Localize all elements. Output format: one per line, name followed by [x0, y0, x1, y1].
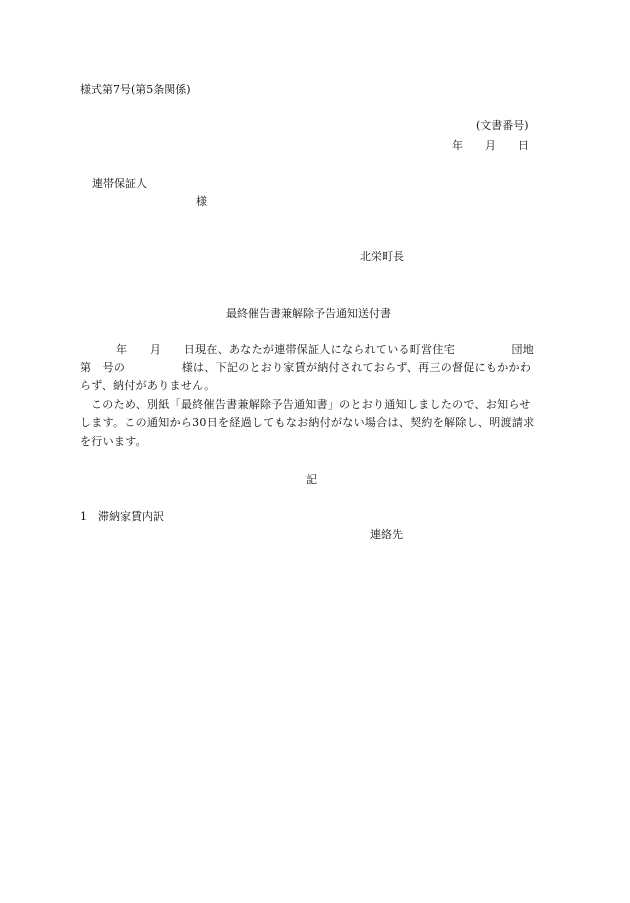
form-number: 様式第7号(第5条関係) [80, 83, 191, 96]
body-line-1: 年 月 日現在、あなたが連帯保証人になられている町営住宅 団地 [116, 343, 535, 356]
honorific: 様 [196, 195, 207, 208]
body-line-6: を行います。 [80, 435, 147, 448]
date-line: 年 月 日 [452, 139, 529, 152]
document-number: (文書番号) [476, 119, 529, 132]
body-line-4: このため、別紙「最終催告書兼解除予告通知書」のとおり通知しましたので、お知らせ [91, 398, 531, 411]
document-title: 最終催告書兼解除予告通知送付書 [226, 307, 391, 320]
contact-label: 連絡先 [370, 528, 403, 541]
ki-heading: 記 [306, 473, 317, 486]
body-line-2: 第 号の 様は、下記のとおり家賃が納付されておらず、再三の督促にもかかわ [80, 361, 532, 374]
sender-name: 北栄町長 [360, 250, 404, 263]
body-line-5: します。この通知から30日を経過してもなお納付がない場合は、契約を解除し、明渡請求 [80, 416, 535, 429]
guarantor-label: 連帯保証人 [92, 177, 147, 190]
body-line-3: らず、納付がありません。 [80, 379, 216, 392]
item-1-label: 1 滞納家賃内訳 [80, 510, 164, 523]
